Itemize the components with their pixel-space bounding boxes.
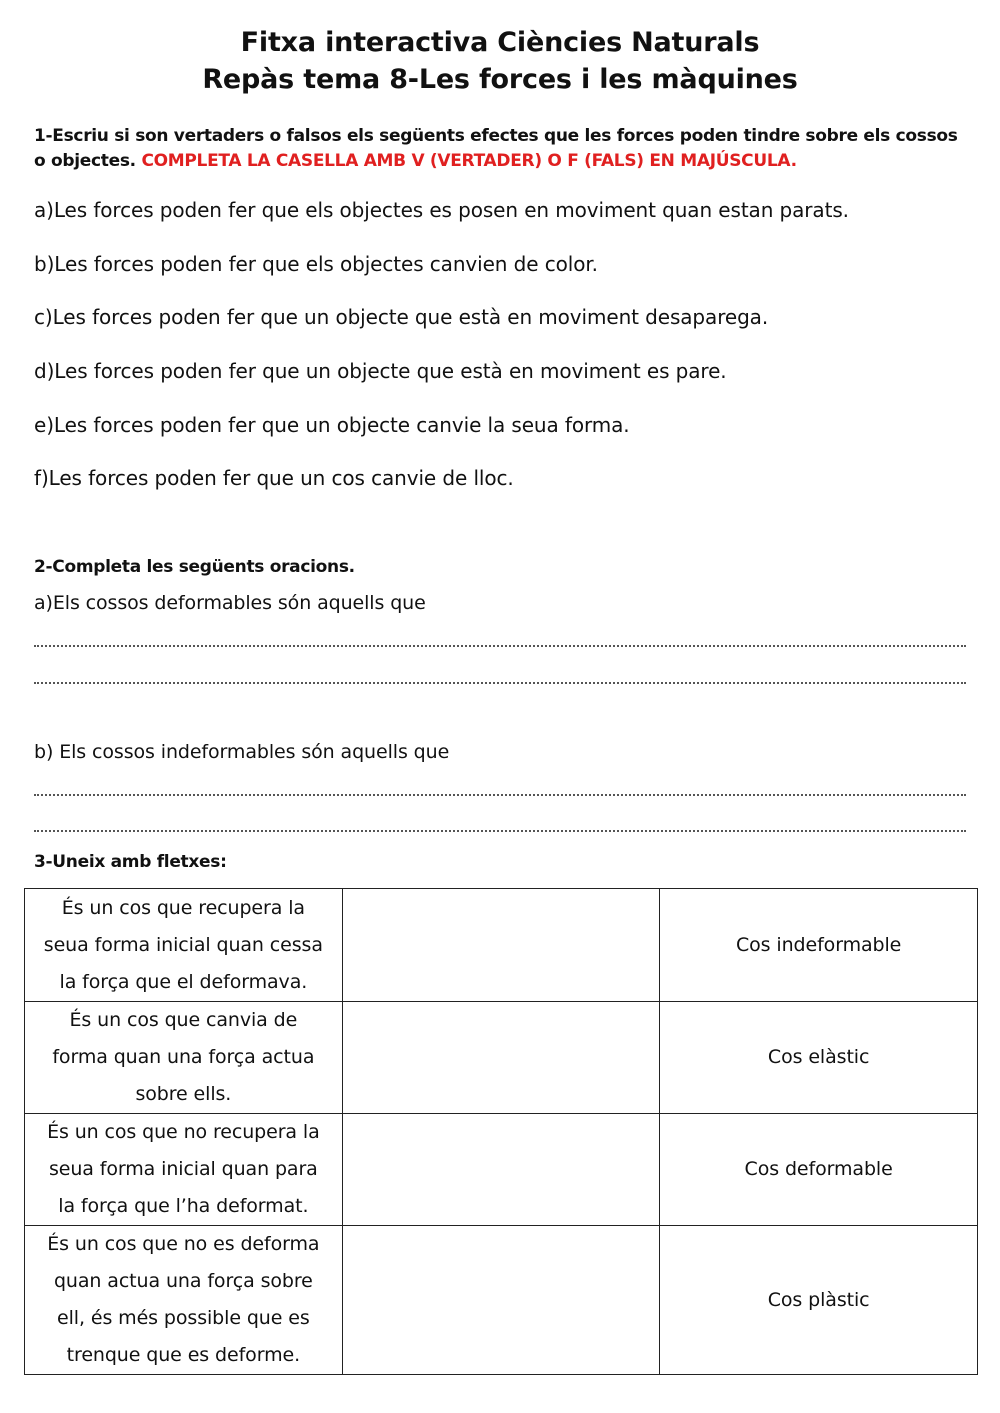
term-cell: Cos deformable: [660, 1114, 978, 1226]
definition-cell: [25, 1114, 343, 1226]
answer-line[interactable]: [34, 794, 966, 796]
section2-heading: 2-Completa les següents oracions.: [34, 557, 355, 577]
statement-b: b)Les forces poden fer que els objectes canvien de color.: [34, 252, 598, 276]
table-row: [25, 1114, 978, 1226]
definition-line: trenque que es deforme.: [66, 1344, 301, 1366]
definition-line: seua forma inicial quan cessa: [43, 933, 323, 956]
sentence-b-prompt: b) Els cossos indeformables són aquells que: [34, 741, 450, 763]
definition-line: sobre ells.: [135, 1083, 232, 1105]
statement-e: e)Les forces poden fer que un objecte canvie la seua forma.: [34, 413, 630, 437]
arrow-space-cell[interactable]: [342, 1226, 660, 1375]
answer-line[interactable]: [34, 682, 966, 684]
arrow-space-cell[interactable]: [342, 1002, 660, 1114]
definition-cell: [25, 889, 343, 1002]
definition-line: És un cos que no recupera la: [47, 1121, 320, 1143]
statement-c: c)Les forces poden fer que un objecte que està en moviment desaparega.: [34, 305, 769, 329]
section3-heading: 3-Uneix amb fletxes:: [34, 852, 227, 872]
section1-instruction-text: 1-Escriu si son vertaders o falsos els següents efectes que les forces poden tindre sobre els cossos o objectes.: [34, 126, 958, 171]
page-title-line-2: Repàs tema 8-Les forces i les màquines: [202, 64, 798, 95]
sentence-a-prompt: a)Els cossos deformables són aquells que: [34, 592, 426, 614]
arrow-space-cell[interactable]: [342, 1114, 660, 1226]
definition-line: És un cos que recupera la: [61, 896, 305, 919]
answer-line[interactable]: [34, 645, 966, 647]
statement-a: a)Les forces poden fer que els objectes es posen en moviment quan estan parats.: [34, 198, 849, 222]
definition-cell: [25, 1002, 343, 1114]
definition-line: És un cos que canvia de: [69, 1009, 298, 1031]
section1-instruction-highlight: COMPLETA LA CASELLA AMB V (VERTADER) O F (FALS) EN MAJÚSCULA.: [141, 151, 797, 171]
page-title-line-1: Fitxa interactiva Ciències Naturals: [240, 27, 760, 58]
section1-instruction: [34, 124, 964, 174]
definition-line: forma quan una força actua: [52, 1046, 315, 1068]
definition-line: seua forma inicial quan para: [48, 1158, 318, 1180]
term-cell: Cos plàstic: [660, 1226, 978, 1375]
term-cell: Cos indeformable: [660, 889, 978, 1002]
table-row: [25, 1226, 978, 1375]
matching-table: [24, 888, 978, 1375]
definition-cell: [25, 1226, 343, 1375]
definition-line: És un cos que no es deforma: [47, 1233, 320, 1255]
definition-line: ell, és més possible que es: [57, 1307, 310, 1329]
term-cell: Cos elàstic: [660, 1002, 978, 1114]
table-row: [25, 1002, 978, 1114]
table-row: [25, 889, 978, 1002]
statement-d: d)Les forces poden fer que un objecte que està en moviment es pare.: [34, 359, 727, 383]
answer-line[interactable]: [34, 830, 966, 832]
definition-line: la força que l’ha deformat.: [58, 1195, 309, 1217]
statement-f: f)Les forces poden fer que un cos canvie de lloc.: [34, 466, 514, 490]
definition-line: quan actua una força sobre: [53, 1270, 313, 1292]
definition-line: la força que el deformava.: [59, 970, 308, 993]
arrow-space-cell[interactable]: [342, 889, 660, 1002]
